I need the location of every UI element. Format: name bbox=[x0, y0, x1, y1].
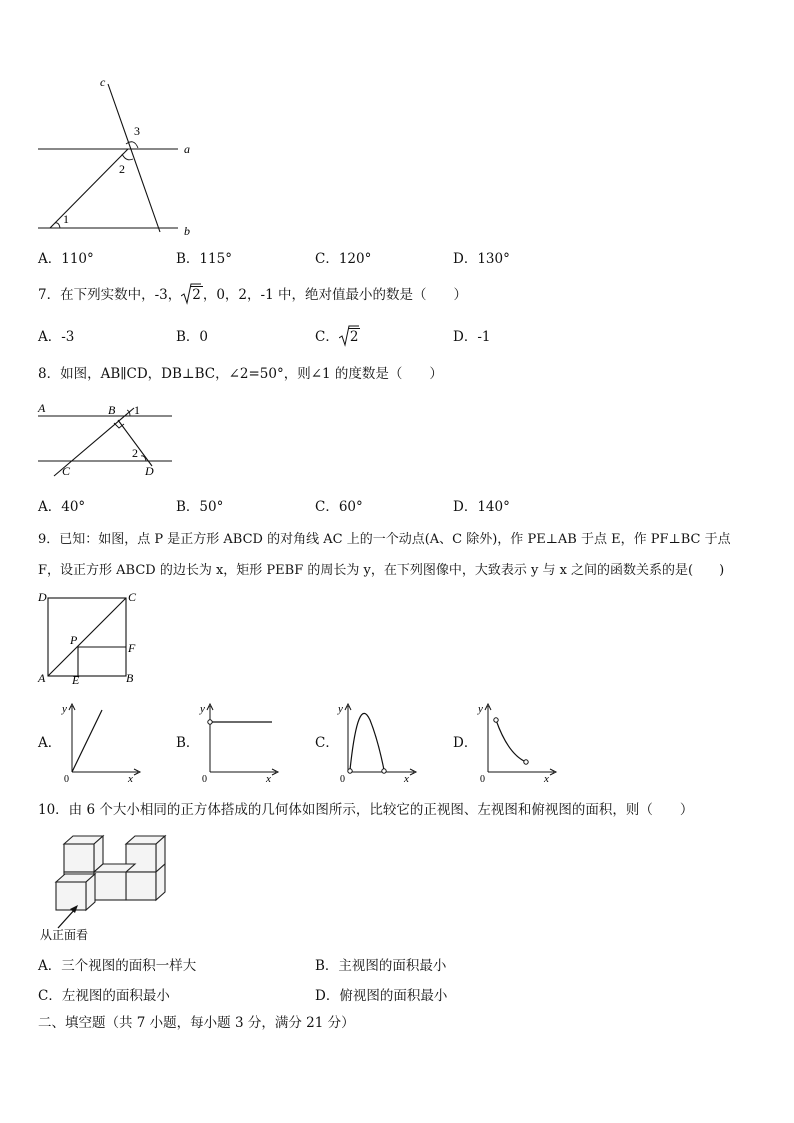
q7-option-c-prefix: C． bbox=[315, 329, 339, 345]
label-c: C bbox=[128, 590, 137, 604]
q7-stem-before: 7．在下列实数中，-3， bbox=[38, 287, 182, 303]
graph-curve bbox=[496, 720, 526, 762]
q6-option-a[interactable]: A．110° bbox=[38, 251, 94, 267]
q7-option-c[interactable] bbox=[315, 328, 360, 346]
cube-face bbox=[64, 844, 94, 872]
cube-face bbox=[126, 872, 156, 900]
origin-label: 0 bbox=[64, 774, 69, 784]
q6-option-b[interactable]: B．115° bbox=[176, 251, 232, 267]
q8-option-d[interactable]: D．140° bbox=[453, 499, 510, 515]
q10-cubes-figure bbox=[40, 832, 175, 944]
q7-option-d[interactable]: D．-1 bbox=[453, 329, 491, 345]
label-e: E bbox=[72, 673, 80, 686]
label-b: B bbox=[126, 671, 134, 685]
transversal-line bbox=[50, 149, 128, 228]
open-endpoint bbox=[494, 718, 498, 722]
q8-stem: 8．如图，AB∥CD，DB⊥BC，∠2=50°，则∠1 的度数是（ ） bbox=[38, 366, 443, 382]
q9-graph-c[interactable] bbox=[334, 700, 418, 784]
sqrt-2-expression bbox=[339, 328, 361, 346]
q9-option-d[interactable]: D． bbox=[453, 735, 478, 751]
origin-label: 0 bbox=[202, 774, 207, 784]
q10-option-d[interactable]: D．俯视图的面积最小 bbox=[315, 988, 448, 1004]
q9-graph-b[interactable] bbox=[196, 700, 280, 784]
label-c: C bbox=[62, 464, 71, 478]
label-a: a bbox=[184, 142, 190, 156]
label-angle-1: 1 bbox=[134, 403, 140, 417]
q7-stem bbox=[38, 286, 467, 304]
label-b: B bbox=[108, 403, 116, 417]
x-label: x bbox=[544, 773, 549, 784]
q8-option-c[interactable]: C．60° bbox=[315, 499, 363, 515]
label-angle-1: 1 bbox=[63, 212, 69, 226]
label-p: P bbox=[70, 633, 78, 647]
q10-option-a[interactable]: A．三个视图的面积一样大 bbox=[38, 958, 197, 974]
q9-option-b[interactable]: B． bbox=[176, 735, 200, 751]
q10-option-b[interactable]: B．主视图的面积最小 bbox=[315, 958, 447, 974]
q6-figure bbox=[30, 72, 210, 244]
origin-label: 0 bbox=[480, 774, 485, 784]
graph-curve bbox=[350, 713, 384, 770]
q8-figure bbox=[34, 396, 174, 480]
q9-option-a[interactable]: A． bbox=[38, 735, 62, 751]
q10-stem: 10．由 6 个大小相同的正方体搭成的几何体如图所示，比较它的正视图、左视图和俯视图的面积，则（ ） bbox=[38, 802, 694, 818]
q7-option-a[interactable]: A．-3 bbox=[38, 329, 75, 345]
label-angle-2: 2 bbox=[119, 162, 125, 176]
q9-stem-line2: F，设正方形 ABCD 的边长为 x，矩形 PEBF 的周长为 y，在下列图像中，大致表示 y 与 x 之间的函数关系的是( ) bbox=[38, 563, 725, 578]
angle-3-arc bbox=[126, 142, 138, 148]
label-f: F bbox=[128, 641, 136, 655]
x-label: x bbox=[404, 773, 409, 784]
line-c bbox=[108, 84, 160, 232]
q9-stem-line1: 9．已知：如图，点 P 是正方形 ABCD 的对角线 AC 上的一个动点(A、C 除外)，作 PE⊥AB 于点 E，作 PF⊥BC 于点 bbox=[38, 532, 731, 547]
cube-face bbox=[56, 882, 86, 910]
graph-line bbox=[72, 710, 102, 772]
label-d: D bbox=[38, 590, 47, 604]
sqrt-2-expression bbox=[181, 286, 203, 304]
section-2-title: 二、填空题（共 7 小题，每小题 3 分，满分 21 分） bbox=[38, 1015, 355, 1031]
angle-2-arc bbox=[122, 154, 133, 160]
radical-sign-icon bbox=[339, 325, 359, 347]
q6-option-c[interactable]: C．120° bbox=[315, 251, 372, 267]
q9-square-figure bbox=[34, 586, 144, 686]
label-a: A bbox=[38, 671, 46, 685]
open-endpoint bbox=[348, 769, 352, 773]
y-label: y bbox=[338, 703, 343, 715]
label-c: c bbox=[100, 75, 106, 89]
open-endpoint bbox=[382, 769, 386, 773]
q7-option-b[interactable]: B．0 bbox=[176, 329, 209, 345]
q9-option-c[interactable]: C． bbox=[315, 735, 339, 751]
label-angle-2: 2 bbox=[132, 446, 138, 460]
x-label: x bbox=[128, 773, 133, 784]
q8-option-a[interactable]: A．40° bbox=[38, 499, 86, 515]
open-endpoint bbox=[524, 760, 528, 764]
label-a: A bbox=[38, 401, 46, 415]
x-label: x bbox=[266, 773, 271, 784]
sqrt-value: 2 bbox=[192, 287, 201, 303]
q7-stem-after: ，0，2，-1 中，绝对值最小的数是（ ） bbox=[202, 287, 467, 303]
label-d: D bbox=[145, 464, 154, 478]
q9-graph-d[interactable] bbox=[474, 700, 558, 784]
angle-1-arc bbox=[55, 223, 60, 228]
diagonal-ac bbox=[48, 598, 126, 676]
origin-label: 0 bbox=[340, 774, 345, 784]
label-angle-3: 3 bbox=[134, 124, 140, 138]
view-caption: 从正面看 bbox=[40, 928, 89, 942]
y-label: y bbox=[62, 703, 67, 715]
label-b: b bbox=[184, 224, 190, 238]
rectangle-pebf bbox=[78, 647, 126, 676]
radical-sign-icon bbox=[181, 283, 201, 305]
y-label: y bbox=[478, 703, 483, 715]
q6-option-d[interactable]: D．130° bbox=[453, 251, 510, 267]
y-label: y bbox=[200, 703, 205, 715]
q10-option-c[interactable]: C．左视图的面积最小 bbox=[38, 988, 170, 1004]
open-endpoint bbox=[208, 720, 212, 724]
sqrt-value: 2 bbox=[349, 329, 359, 345]
q8-option-b[interactable]: B．50° bbox=[176, 499, 224, 515]
q9-graph-a[interactable] bbox=[58, 700, 142, 784]
cube-face bbox=[94, 872, 126, 900]
